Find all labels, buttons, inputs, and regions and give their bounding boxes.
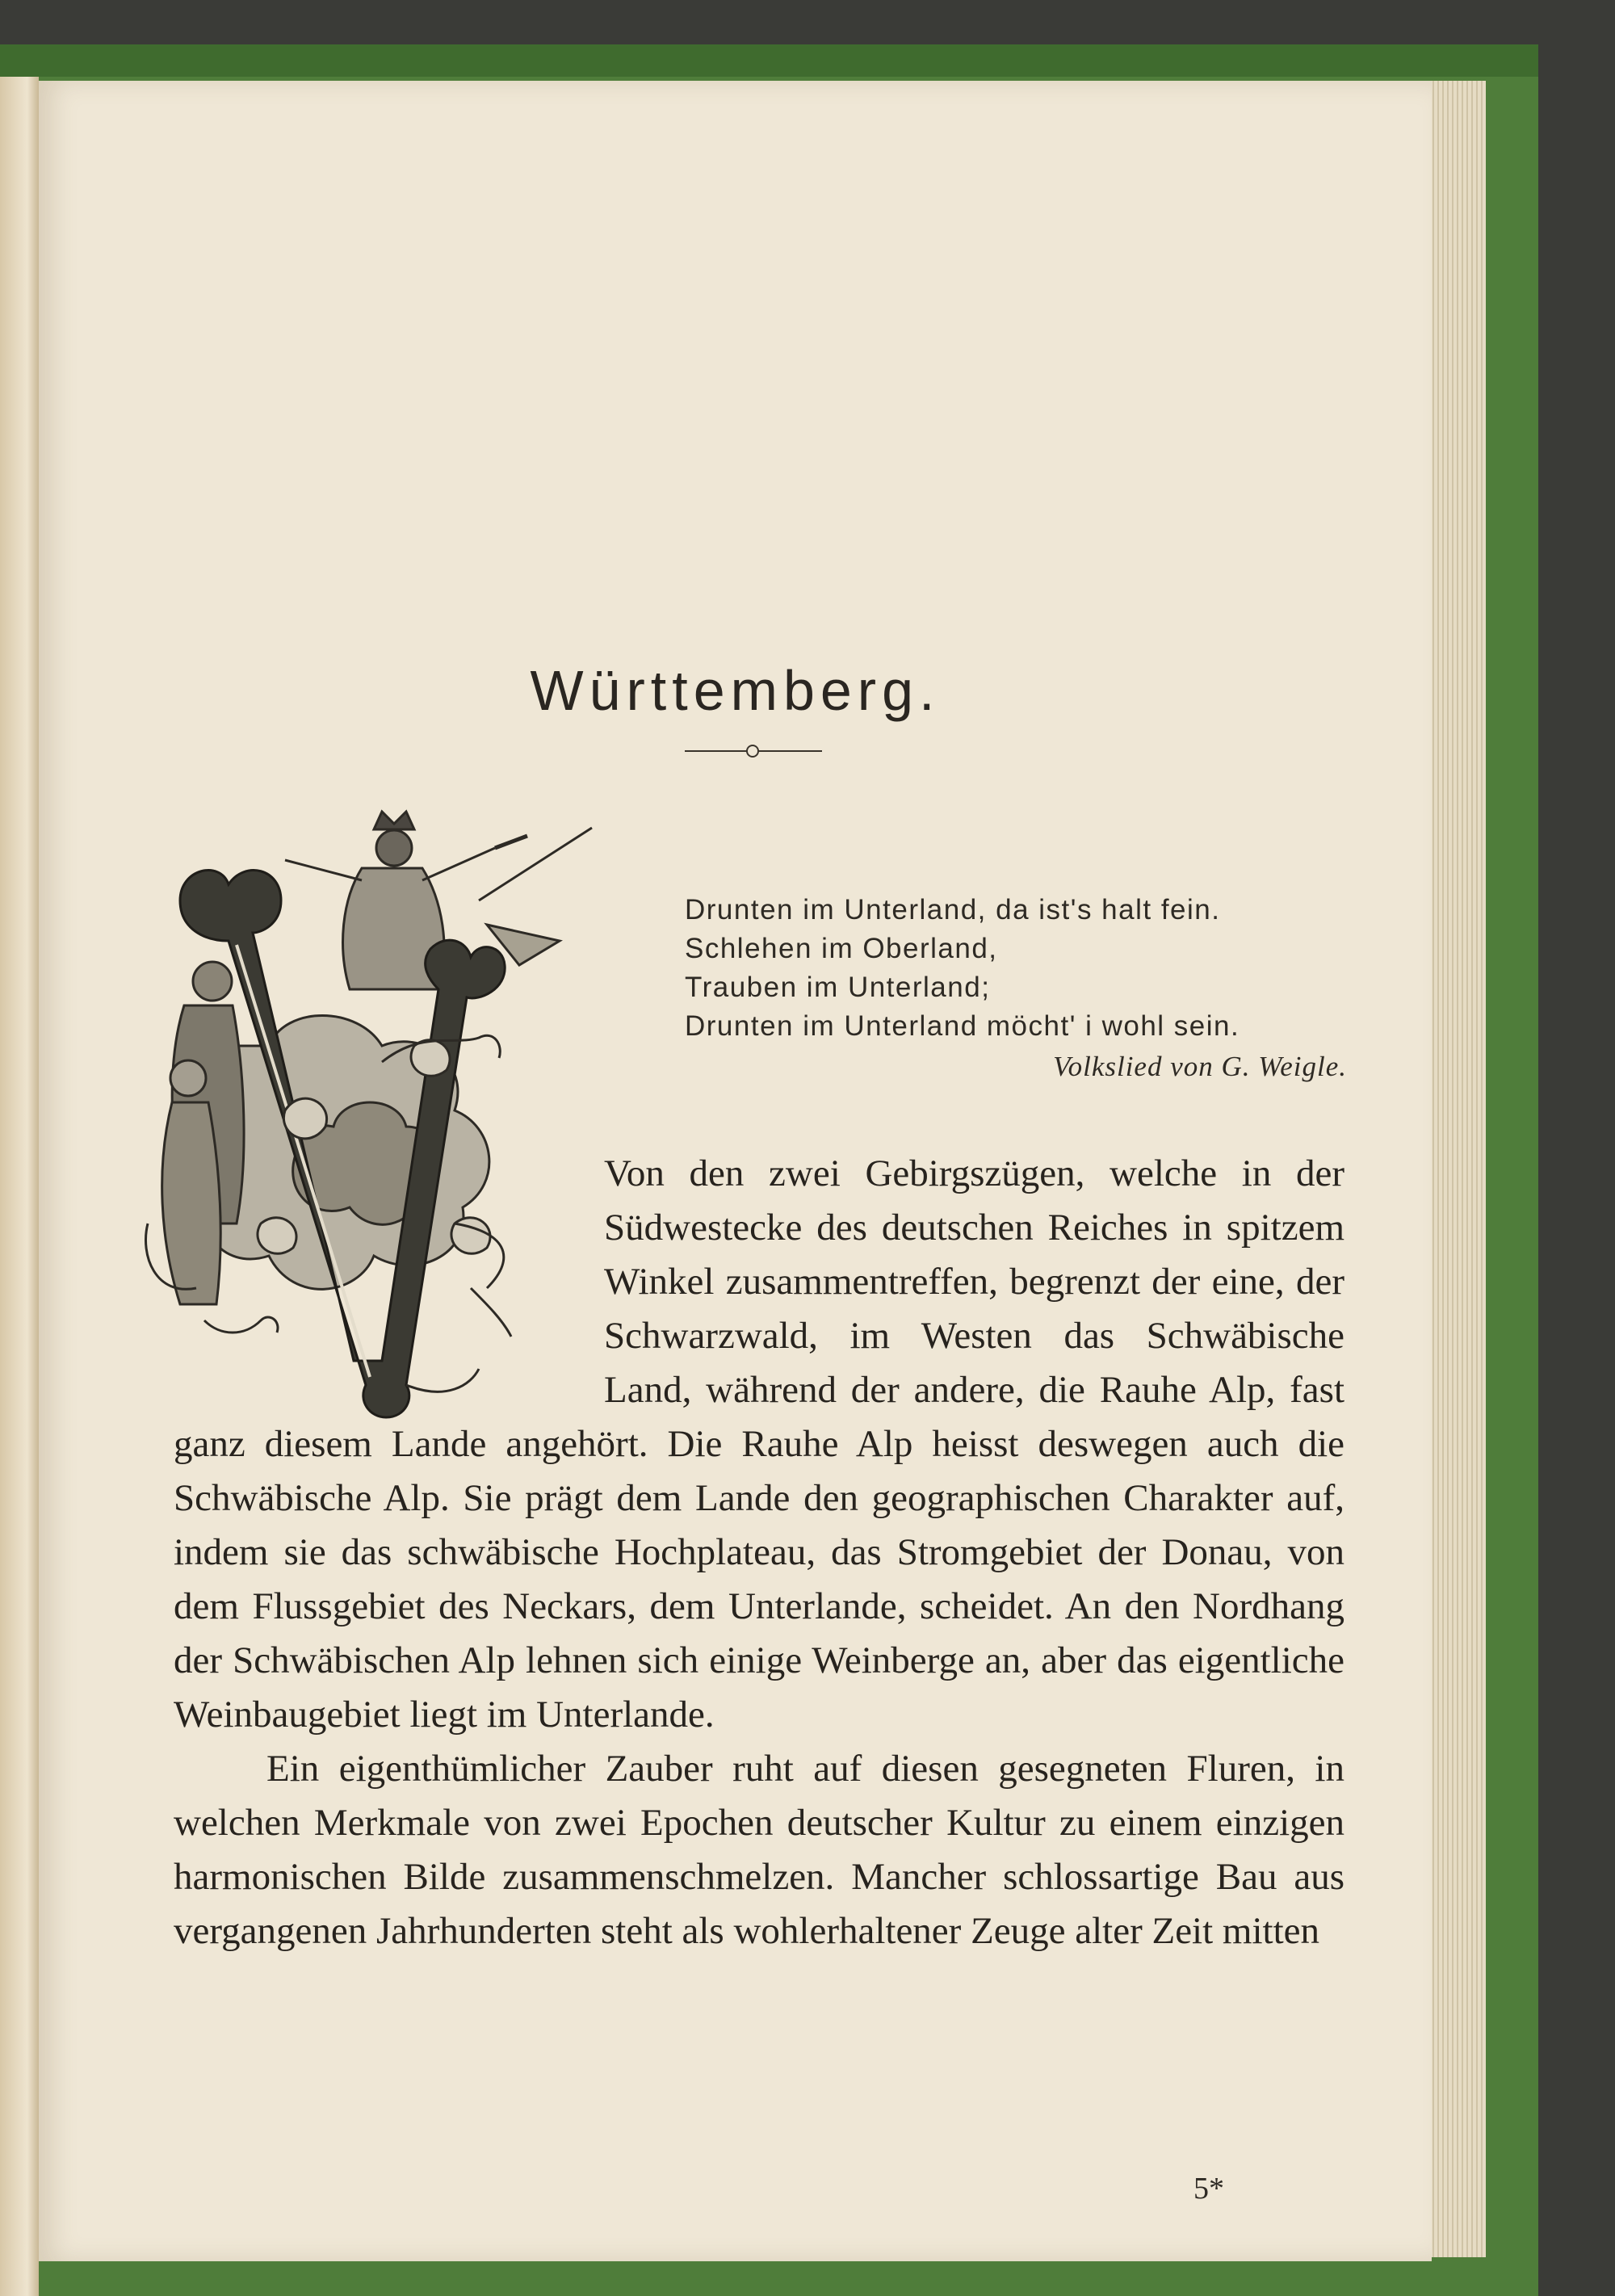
verse-line: Schlehen im Oberland,	[685, 933, 998, 964]
page-stack-edge	[1429, 81, 1486, 2257]
book-page	[39, 81, 1432, 2261]
book-cover-top	[0, 44, 1538, 77]
title-divider-ornament	[746, 745, 759, 758]
verse-line: Drunten im Unterland möcht' i wohl sein.	[685, 1010, 1240, 1042]
epigraph-verse	[685, 891, 1347, 1086]
paragraph: Von den zwei Gebirgszügen, welche in der Südwestecke des deutschen Reiches in spitzem Winkel zusammentreffen, begrenzt der eine, der Schwarzwald, im Westen das Schwäbische Land, während der andere, die Rauhe Alp, fast ganz diesem Lande angehört. Die Rauhe Alp heisst deswegen auch die Schwäbische Alp. Sie prägt dem Lande den geographischen Charakter auf, indem sie das schwäbische Hochplateau, das Stromgebiet der Donau, von dem Flussgebiet des Neckars, dem Unterlande, scheidet. An den Nordhang der Schwäbischen Alp lehnen sich einige Weinberge an, aber das eigentliche Weinbaugebiet liegt im Unterlande.	[174, 1152, 1344, 1736]
verse-line: Trauben im Unterland;	[685, 972, 991, 1003]
dropcap-space	[174, 1147, 604, 1381]
page-title: Württemberg.	[530, 659, 941, 722]
body-text	[174, 1147, 1344, 1958]
page-number: 5*	[1193, 2172, 1224, 2206]
verse-line: Drunten im Unterland, da ist's halt fein.	[685, 894, 1221, 926]
left-page-edge	[0, 77, 39, 2296]
verse-credit: Volkslied von G. Weigle.	[1053, 1051, 1347, 1082]
paragraph: Ein eigenthümlicher Zauber ruht auf diesen gesegneten Fluren, in welchen Merkmale von zwei Epochen deutscher Kultur zu einem einzigen harmonischen Bilde zusammenschmelzen. Mancher schlossartige Bau aus vergangenen Jahrhunderten steht als wohlerhaltener Zeuge alter Zeit mitten	[174, 1748, 1344, 1952]
